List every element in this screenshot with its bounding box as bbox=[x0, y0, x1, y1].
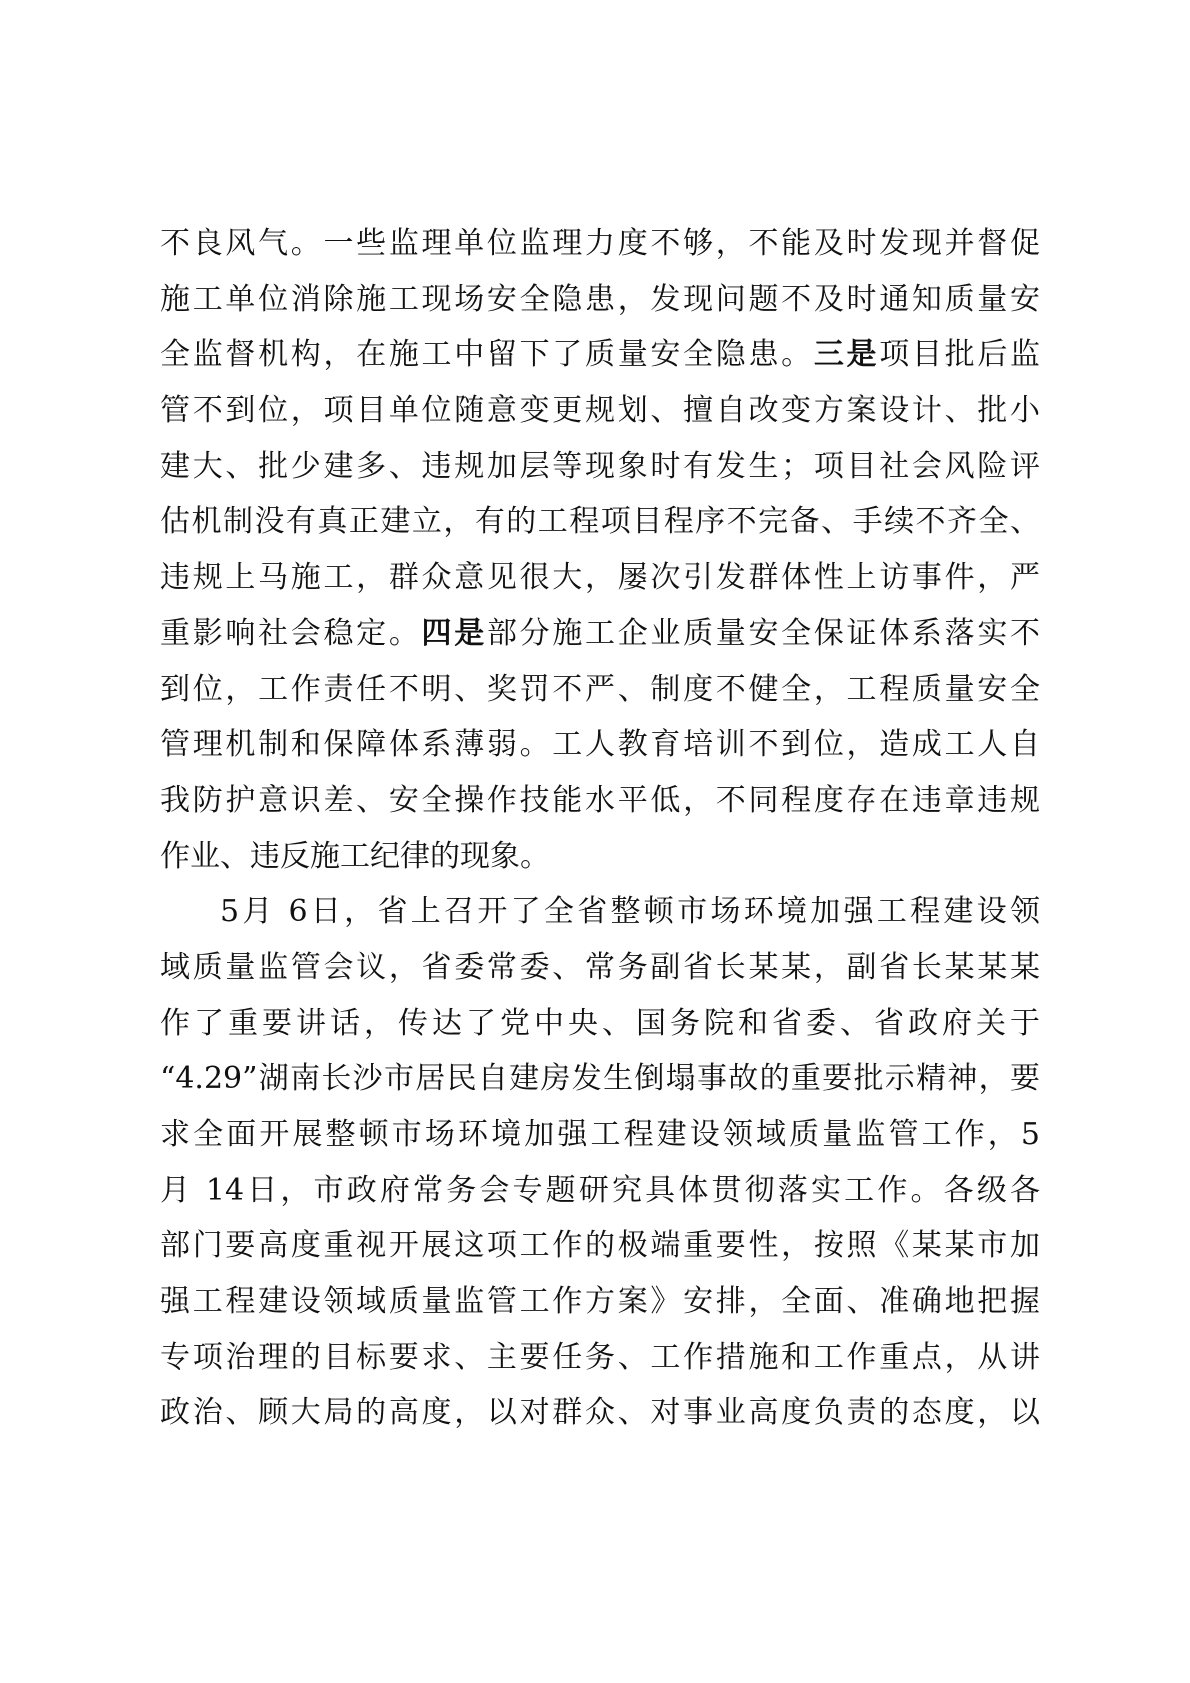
paragraph-1 bbox=[160, 216, 1040, 884]
text-segment: 域质量监管会议，省委常委、常务副省长某某，副省长某某某 bbox=[160, 949, 1040, 985]
text-segment: 项目批后监 bbox=[879, 337, 1041, 373]
text-segment: 施工单位消除施工现场安全隐患，发现问题不及时通知质量安 bbox=[160, 281, 1040, 317]
text-line bbox=[160, 1107, 1040, 1163]
text-line bbox=[160, 829, 1040, 885]
text-line bbox=[160, 1274, 1040, 1330]
text-line bbox=[160, 1218, 1040, 1274]
text-segment: 违规上马施工，群众意见很大，屡次引发群体性上访事件，严 bbox=[160, 560, 1040, 596]
text-line bbox=[160, 1051, 1040, 1107]
text-segment: “4.29”湖南长沙市居民自建房发生倒塌事故的重要批示精神，要 bbox=[160, 1061, 1040, 1097]
text-line bbox=[160, 216, 1040, 272]
text-line bbox=[160, 717, 1040, 773]
text-segment: 部门要高度重视开展这项工作的极端重要性，按照《某某市加 bbox=[160, 1228, 1040, 1264]
text-segment: 求全面开展整顿市场环境加强工程建设领域质量监管工作，5 bbox=[160, 1117, 1040, 1152]
text-line bbox=[160, 773, 1040, 829]
text-line bbox=[160, 884, 1040, 940]
text-segment: 估机制没有真正建立，有的工程项目程序不完备、手续不齐全、 bbox=[160, 504, 1040, 540]
text-segment: 部分施工企业质量安全保证体系落实不 bbox=[486, 615, 1041, 651]
text-segment: 5月 6日，省上召开了全省整顿市场环境加强工程建设领 bbox=[220, 894, 1040, 930]
text-line bbox=[160, 383, 1040, 439]
paragraph-2 bbox=[160, 884, 1040, 1441]
text-segment: 我防护意识差、安全操作技能水平低，不同程度存在违章违规 bbox=[160, 782, 1040, 818]
text-line bbox=[160, 439, 1040, 495]
text-line bbox=[160, 1163, 1040, 1219]
text-segment: 不良风气。一些监理单位监理力度不够，不能及时发现并督促 bbox=[160, 226, 1040, 261]
text-segment: 重影响社会稳定。 bbox=[160, 615, 422, 651]
text-segment: 作了重要讲话，传达了党中央、国务院和省委、省政府关于 bbox=[160, 1005, 1040, 1041]
body-text bbox=[160, 216, 1040, 1441]
text-line bbox=[160, 940, 1040, 996]
emphasis-text: 三是 bbox=[813, 337, 880, 373]
text-segment: 专项治理的目标要求、主要任务、工作措施和工作重点，从讲 bbox=[160, 1339, 1040, 1375]
text-segment: 建大、批少建多、违规加层等现象时有发生；项目社会风险评 bbox=[160, 448, 1040, 484]
text-line bbox=[160, 272, 1040, 328]
text-segment: 月 14日，市政府常务会专题研究具体贯彻落实工作。各级各 bbox=[160, 1172, 1040, 1208]
text-line bbox=[160, 1385, 1040, 1441]
text-segment: 强工程建设领域质量监管工作方案》安排，全面、准确地把握 bbox=[160, 1284, 1040, 1320]
text-segment: 管理机制和保障体系薄弱。工人教育培训不到位，造成工人自 bbox=[160, 727, 1040, 763]
text-segment: 全监督机构，在施工中留下了质量安全隐患。 bbox=[160, 337, 814, 373]
emphasis-text: 四是 bbox=[421, 615, 487, 651]
text-segment: 到位，工作责任不明、奖罚不严、制度不健全，工程质量安全 bbox=[160, 671, 1040, 707]
text-segment: 政治、顾大局的高度，以对群众、对事业高度负责的态度，以 bbox=[160, 1395, 1040, 1431]
text-segment: 作业、违反施工纪律的现象。 bbox=[160, 838, 550, 874]
text-line bbox=[160, 606, 1040, 662]
text-line bbox=[160, 1330, 1040, 1386]
text-line bbox=[160, 996, 1040, 1052]
text-line bbox=[160, 662, 1040, 718]
text-segment: 管不到位，项目单位随意变更规划、擅自改变方案设计、批小 bbox=[160, 393, 1040, 429]
text-line bbox=[160, 327, 1040, 383]
text-line bbox=[160, 494, 1040, 550]
text-line bbox=[160, 550, 1040, 606]
